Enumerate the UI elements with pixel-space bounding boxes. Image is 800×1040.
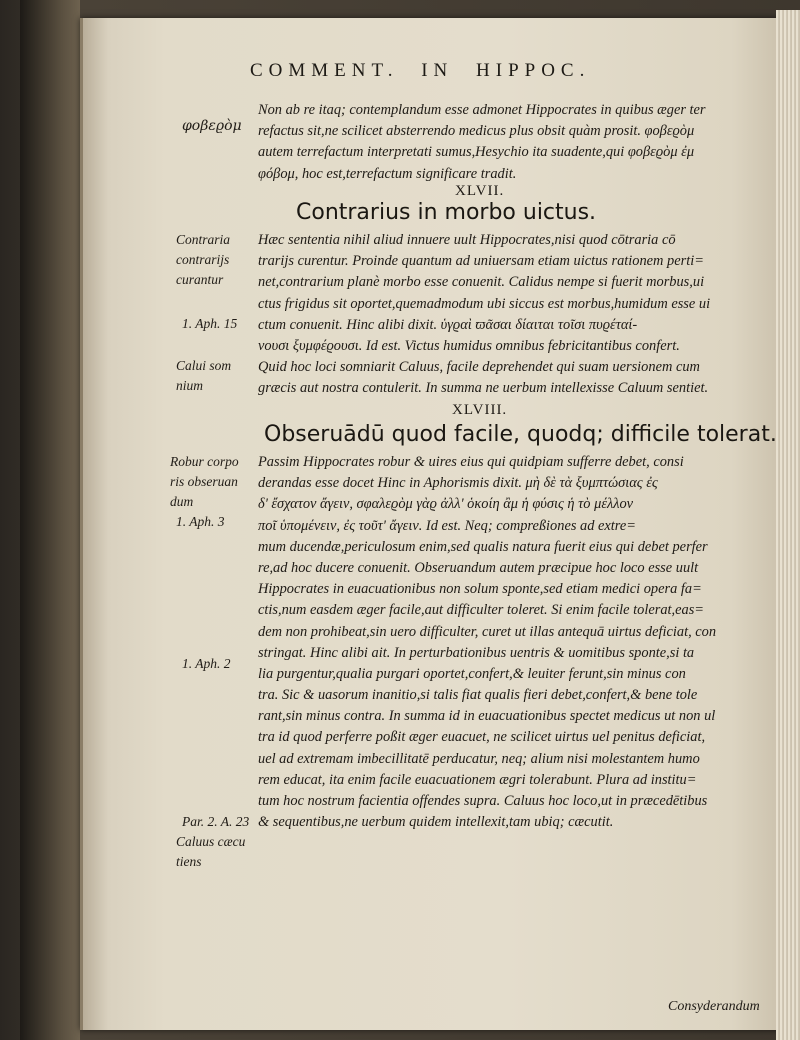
- running-header: [250, 60, 730, 82]
- text-line: derandas esse docet Hinc in Aphorismis dixit. μὴ δὲ τὰ ξυμπτώσιας ἐς: [258, 475, 658, 492]
- text-line: & sequentibus,ne uerbum quidem intellexit,tam ubiq; cæcutit.: [258, 814, 614, 831]
- text-line: Quid hoc loci somniarit Caluus, facile deprehendet qui suam uersionem cum: [258, 359, 700, 376]
- margin-line: Robur corpo: [170, 454, 239, 469]
- margin-line: dum: [170, 494, 194, 509]
- text-line: νουσι ξυμφέϱουσι. Id est. Victus humidus omnibus febricitantibus confert.: [258, 337, 680, 354]
- header-word: COMMENT.: [250, 60, 399, 81]
- text-line: tra. Sic & uasorum inanitio,si talis fiat qualis fieri debet,confert,& bene tole: [258, 687, 698, 704]
- section-paragraph: [258, 452, 778, 833]
- text-line: Non ab re itaq; contemplandum esse admonet Hippocrates in quibus æger ter: [258, 102, 706, 118]
- previous-leaf-shadow: [20, 0, 80, 1040]
- text-line: re,ad hoc ducere conuenit. Obseruandum autem præcipue hoc loco esse uult: [258, 559, 699, 576]
- margin-line: tiens: [176, 854, 202, 869]
- margin-line: Caluus cæcu: [176, 834, 246, 849]
- text-line: rem educat, ita enim facile euacuationem ægri tolerabunt. Plura ad institu=: [258, 771, 697, 788]
- intro-paragraph: [258, 100, 778, 185]
- gutter-line: [80, 18, 83, 1030]
- section-title: Obseruādū quod facile, quodq; difficile tolerat.: [264, 422, 777, 447]
- text-line: græcis aut nostra contulerit. In summa ne uerbum intellexisse Caluum sentiet.: [258, 380, 709, 397]
- margin-note-contraria: [176, 230, 264, 290]
- section-number: XLVII.: [455, 183, 505, 199]
- text-line: tra id quod perferre poßit æger euacuet, ne scilicet uirtus uel penitus deficiat,: [258, 729, 706, 746]
- margin-note-par: Par. 2. A. 23: [182, 814, 250, 829]
- catchword: Consyderandum: [668, 999, 760, 1014]
- text-line: Hippocrates in euacuationibus non solum sponte,sed etiam medici opera fa=: [258, 581, 702, 598]
- margin-line: contrarijs: [176, 252, 230, 267]
- text-line: tum hoc nostrum facientia offendes supra. Caluus hoc loco,ut in præcedētibus: [258, 793, 708, 809]
- text-line: ctum conuenit. Hinc alibi dixit. ὑγϱαὶ ϖᾶσαι δίαιται τοῖσι πυϱέταί-: [258, 316, 638, 333]
- margin-line: Contraria: [176, 232, 231, 247]
- margin-note-aph3: 1. Aph. 3: [176, 514, 225, 529]
- header-word: HIPPOC.: [476, 60, 591, 81]
- section-title: Contrarius in morbo uictus.: [296, 200, 597, 225]
- margin-note-aph2: 1. Aph. 2: [182, 656, 231, 671]
- text-line: lia purgentur,qualia purgari oportet,confert,& leuiter ferunt,sin minus con: [258, 665, 686, 682]
- margin-note-calui-somnium: [176, 356, 264, 396]
- text-line: ποῖ ὑπομένειν, ἐς τοῦτ' ἄγειν. Id est. Neq; compreßiones ad extre=: [258, 517, 636, 534]
- text-line: ctis,num easdem æger facile,aut difficulter toleret. Si enim facile tolerat,eas=: [258, 602, 705, 619]
- margin-note-aph15: 1. Aph. 15: [182, 316, 238, 331]
- text-line: mum ducendæ,periculosum enim,sed qualis natura fuerit eius qui debet perfer: [258, 538, 708, 555]
- section-number: XLVIII.: [452, 402, 508, 418]
- text-line: autem terrefactum interpretati sumus,Hesychio ita suadente,qui φοβεϱὸμ ἐμ: [258, 144, 695, 161]
- margin-line: Calui som: [176, 358, 232, 373]
- header-word: IN: [421, 60, 454, 81]
- text-line: ctus frigidus sit oportet,quemadmodum ubi siccus est morbus,humidum esse ui: [258, 295, 711, 312]
- page-stack-edge: [776, 10, 800, 1040]
- margin-line: nium: [176, 378, 203, 393]
- text-line: uel ad extremam imbecillitatē perducatur, neq; alium nisi molestantem humo: [258, 750, 700, 767]
- text-line: δ' ἔσχατον ἄγειν, σφαλεϱὸμ γὰϱ ἀλλ' ὁκοίη ἂμ ἡ φύσις ἡ τὸ μέλλον: [258, 496, 634, 513]
- text-line: rant,sin minus contra. In summa id in euacuationibus spectet medicus ut non ul: [258, 708, 716, 725]
- text-line: refactus sit,ne scilicet absterrendo medicus plus obsit quàm prosit. φοβεϱὸμ: [258, 123, 695, 140]
- margin-line: ris obseruan: [170, 474, 238, 489]
- section-paragraph: [258, 230, 778, 400]
- text-line: net,contrarium planè morbo esse conuenit. Calidus nempe si fuerit morbus,ui: [258, 274, 705, 291]
- margin-note-caluus-caecutiens: [176, 832, 264, 872]
- text-line: trarijs curentur. Proinde quantum ad uniuersam etiam uictus rationem perti=: [258, 253, 704, 270]
- text-line: dem non prohibeat,sin uero difficulter, curet ut illas antequā uirtus deficiat, con: [258, 623, 717, 640]
- text-line: stringat. Hinc alibi ait. In perturbationibus uentris & uomitibus sponte,si ta: [258, 644, 695, 661]
- text-line: Hæc sententia nihil aliud innuere uult Hippocrates,nisi quod cōtraria cō: [258, 232, 676, 248]
- margin-line: curantur: [176, 272, 224, 287]
- margin-note-greek: φοβεϱὸμ: [182, 118, 242, 134]
- text-line: φόβομ, hoc est,terrefactum significare tradit.: [258, 165, 517, 182]
- text-line: Passim Hippocrates robur & uires eius qui quidpiam sufferre debet, consi: [258, 454, 684, 470]
- margin-note-robur: [170, 452, 258, 512]
